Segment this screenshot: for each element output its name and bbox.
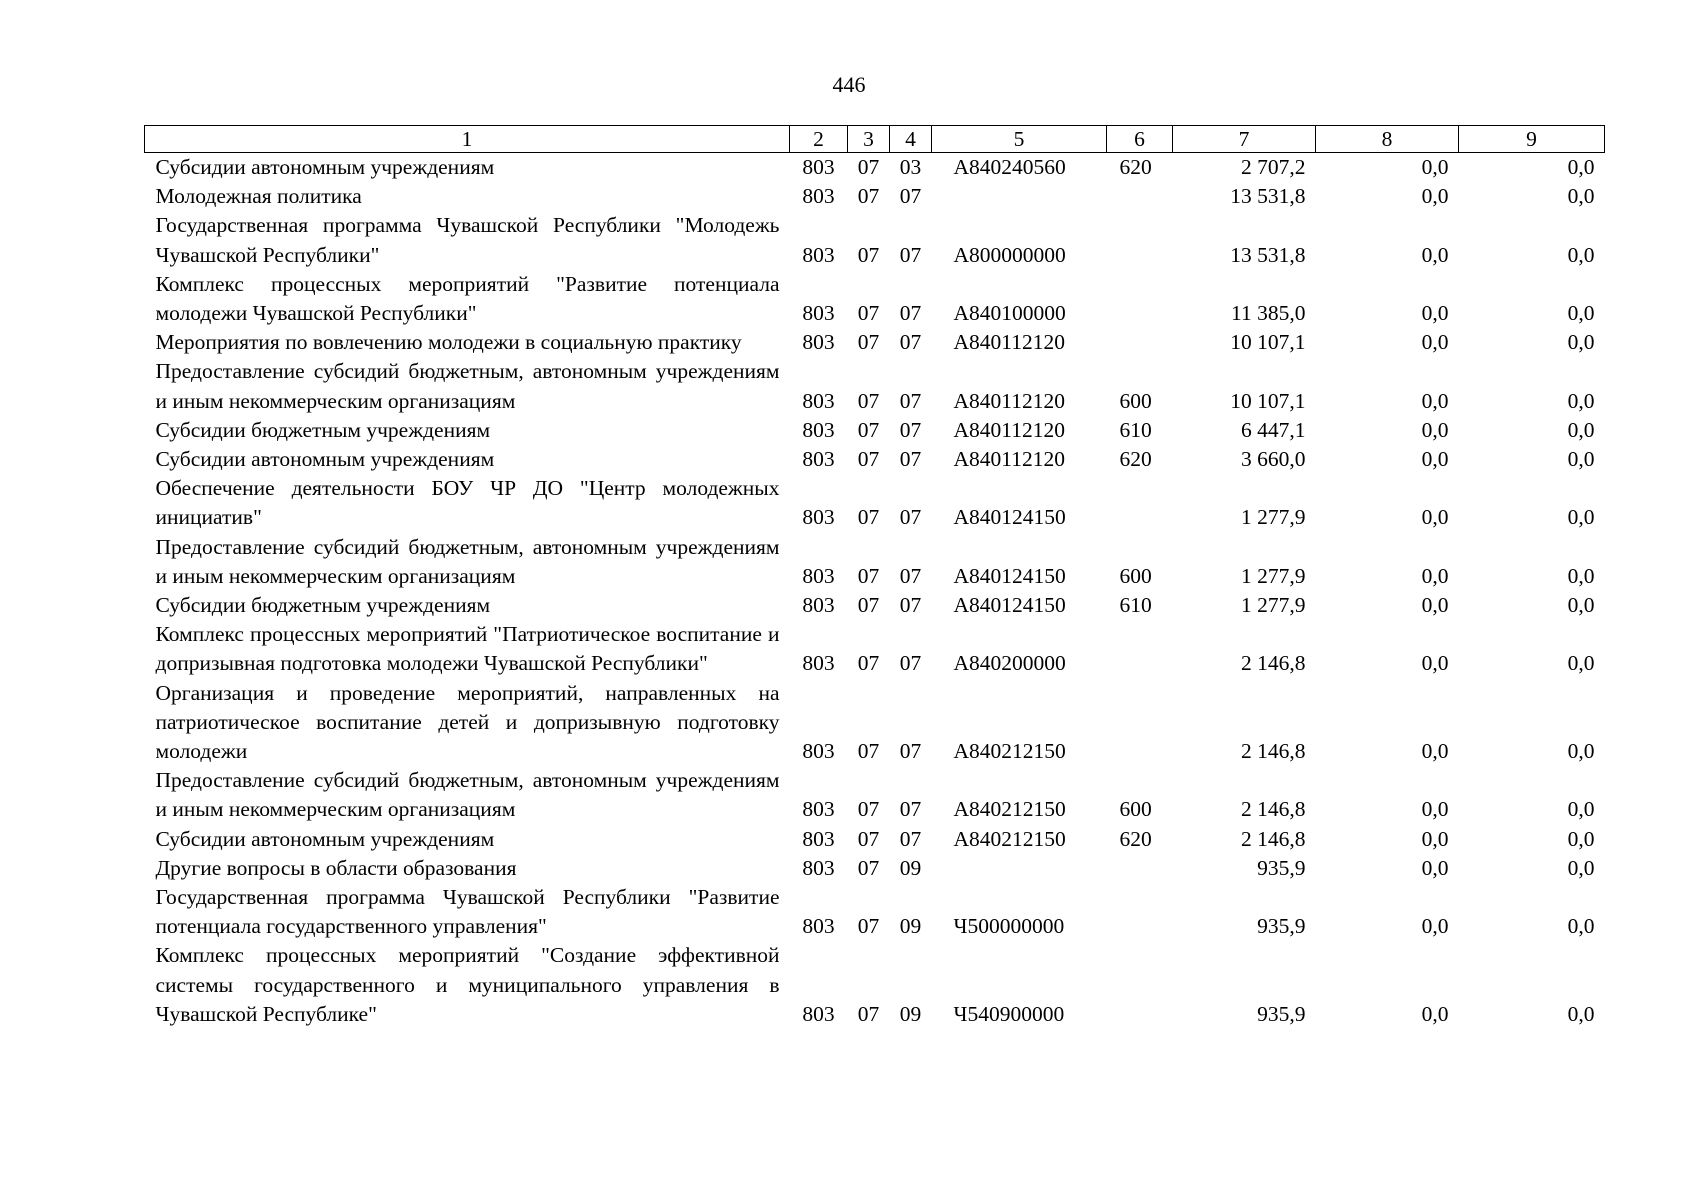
- section-code: 07: [857, 184, 880, 209]
- expense-type-code: [1107, 854, 1173, 883]
- target-article-code: А840200000: [953, 651, 1066, 676]
- amount-col-8: 0,0: [1421, 593, 1449, 618]
- target-article-code: [932, 854, 1107, 883]
- item-name: Комплекс процессных мероприятий "Создание эффективной системы государственного и муниципального управления в Чувашской Республике": [155, 943, 780, 1026]
- expense-type-code: 600: [1119, 563, 1152, 588]
- amount-col-9: 0,0: [1567, 388, 1595, 413]
- item-name: Государственная программа Чувашской Республики "Развитие потенциала государственного управления": [155, 885, 780, 939]
- page-number: 446: [832, 72, 866, 97]
- expense-type-code: 610: [1119, 593, 1152, 618]
- target-article-code: Ч500000000: [953, 914, 1065, 939]
- amount-col-7: 3 660,0: [1241, 447, 1306, 472]
- section-code: 07: [857, 388, 880, 413]
- item-name: Комплекс процессных мероприятий "Развитие потенциала молодежи Чувашской Республики": [155, 271, 780, 326]
- section-code: 07: [857, 417, 880, 442]
- amount-col-7: 2 146,8: [1241, 739, 1306, 764]
- subsection-code: 07: [899, 593, 922, 618]
- ministry-code: 803: [802, 330, 835, 355]
- ministry-code: 803: [802, 797, 835, 822]
- subsection-code: 09: [899, 855, 922, 880]
- subsection-code: 07: [899, 388, 922, 413]
- section-code: 07: [857, 914, 880, 939]
- section-code: 07: [857, 155, 880, 179]
- expense-type-code: 620: [1119, 155, 1152, 179]
- column-header: 4: [890, 126, 932, 153]
- ministry-code: 803: [802, 651, 835, 676]
- expense-type-code: 610: [1119, 417, 1152, 442]
- table-row: [145, 620, 1605, 678]
- amount-col-7: 935,9: [1257, 1001, 1306, 1026]
- amount-col-7: 2 146,8: [1241, 826, 1306, 851]
- table-body: [145, 153, 1605, 1030]
- item-name: Комплекс процессных мероприятий "Патриотическое воспитание и допризывная подготовка молодежи Чувашской Республики": [155, 622, 780, 676]
- amount-col-9: 0,0: [1567, 797, 1595, 822]
- ministry-code: 803: [802, 505, 835, 530]
- column-header: 8: [1316, 126, 1459, 153]
- amount-col-7: 2 146,8: [1241, 797, 1306, 822]
- expense-type-code: [1107, 211, 1173, 269]
- amount-col-7: 1 277,9: [1241, 593, 1306, 618]
- amount-col-8: 0,0: [1421, 855, 1449, 880]
- ministry-code: 803: [802, 184, 835, 209]
- target-article-code: А840124150: [953, 593, 1066, 618]
- section-code: 07: [857, 330, 880, 355]
- subsection-code: 07: [899, 330, 922, 355]
- subsection-code: 09: [899, 914, 922, 939]
- subsection-code: 07: [899, 505, 922, 530]
- table-row: [145, 211, 1605, 269]
- target-article-code: А840112120: [953, 447, 1065, 472]
- section-code: 07: [857, 242, 880, 267]
- amount-col-9: 0,0: [1567, 855, 1595, 880]
- section-code: 07: [857, 739, 880, 764]
- subsection-code: 07: [899, 301, 922, 326]
- subsection-code: 03: [899, 155, 922, 179]
- amount-col-7: 13 531,8: [1230, 184, 1306, 209]
- table-row: [145, 416, 1605, 445]
- item-name: Предоставление субсидий бюджетным, автономным учреждениям и иным некоммерческим организациям: [155, 768, 780, 822]
- amount-col-8: 0,0: [1421, 826, 1449, 851]
- section-code: 07: [857, 563, 880, 588]
- subsection-code: 07: [899, 739, 922, 764]
- expense-type-code: [1107, 620, 1173, 678]
- table-row: [145, 679, 1605, 767]
- column-header: 7: [1173, 126, 1316, 153]
- ministry-code: 803: [802, 155, 835, 179]
- amount-col-8: 0,0: [1421, 388, 1449, 413]
- amount-col-7: 1 277,9: [1241, 563, 1306, 588]
- expense-type-code: [1107, 328, 1173, 357]
- amount-col-7: 10 107,1: [1230, 388, 1306, 413]
- table-row: [145, 591, 1605, 620]
- ministry-code: 803: [802, 301, 835, 326]
- amount-col-8: 0,0: [1421, 155, 1449, 179]
- table-row: [145, 270, 1605, 328]
- amount-col-9: 0,0: [1567, 155, 1595, 179]
- amount-col-8: 0,0: [1421, 301, 1449, 326]
- amount-col-7: 11 385,0: [1231, 301, 1306, 326]
- section-code: 07: [857, 1001, 880, 1026]
- section-code: 07: [857, 505, 880, 530]
- item-name: Государственная программа Чувашской Республики "Молодежь Чувашской Республики": [155, 213, 780, 267]
- column-number-header-row: [145, 126, 1605, 153]
- amount-col-9: 0,0: [1567, 330, 1595, 355]
- table-row: [145, 474, 1605, 532]
- item-name: Другие вопросы в области образования: [155, 855, 517, 880]
- amount-col-9: 0,0: [1567, 563, 1595, 588]
- expense-type-code: 620: [1119, 447, 1152, 472]
- amount-col-9: 0,0: [1567, 739, 1595, 764]
- table-row: [145, 153, 1605, 183]
- ministry-code: 803: [802, 1001, 835, 1026]
- ministry-code: 803: [802, 563, 835, 588]
- item-name: Молодежная политика: [155, 184, 362, 209]
- table-row: [145, 941, 1605, 1029]
- amount-col-7: 1 277,9: [1241, 505, 1306, 530]
- amount-col-8: 0,0: [1421, 417, 1449, 442]
- amount-col-9: 0,0: [1567, 301, 1595, 326]
- ministry-code: 803: [802, 447, 835, 472]
- target-article-code: А840112120: [953, 388, 1065, 413]
- target-article-code: А840212150: [953, 826, 1066, 851]
- ministry-code: 803: [802, 739, 835, 764]
- target-article-code: А840240560: [953, 155, 1066, 179]
- target-article-code: А840124150: [953, 505, 1066, 530]
- amount-col-8: 0,0: [1421, 505, 1449, 530]
- amount-col-9: 0,0: [1567, 447, 1595, 472]
- target-article-code: А840112120: [953, 417, 1065, 442]
- target-article-code: А800000000: [953, 242, 1066, 267]
- target-article-code: А840124150: [953, 563, 1066, 588]
- target-article-code: А840212150: [953, 797, 1066, 822]
- subsection-code: 07: [899, 184, 922, 209]
- subsection-code: 07: [899, 242, 922, 267]
- target-article-code: А840112120: [953, 330, 1065, 355]
- ministry-code: 803: [802, 242, 835, 267]
- item-name: Субсидии бюджетным учреждениям: [155, 417, 491, 442]
- expense-type-code: [1107, 270, 1173, 328]
- subsection-code: 07: [899, 826, 922, 851]
- expense-type-code: [1107, 182, 1173, 211]
- amount-col-8: 0,0: [1421, 1001, 1449, 1026]
- amount-col-7: 6 447,1: [1241, 417, 1306, 442]
- amount-col-8: 0,0: [1421, 797, 1449, 822]
- item-name: Субсидии автономным учреждениям: [155, 826, 495, 851]
- subsection-code: 07: [899, 447, 922, 472]
- item-name: Субсидии автономным учреждениям: [155, 447, 495, 472]
- amount-col-9: 0,0: [1567, 651, 1595, 676]
- target-article-code: [932, 182, 1107, 211]
- target-article-code: А840212150: [953, 739, 1066, 764]
- item-name: Субсидии бюджетным учреждениям: [155, 593, 491, 618]
- item-name: Обеспечение деятельности БОУ ЧР ДО "Центр молодежных инициатив": [155, 476, 780, 530]
- section-code: 07: [857, 826, 880, 851]
- section-code: 07: [857, 593, 880, 618]
- section-code: 07: [857, 855, 880, 880]
- amount-col-9: 0,0: [1567, 505, 1595, 530]
- amount-col-8: 0,0: [1421, 914, 1449, 939]
- ministry-code: 803: [802, 914, 835, 939]
- column-header: 5: [932, 126, 1107, 153]
- amount-col-9: 0,0: [1567, 914, 1595, 939]
- expense-type-code: 620: [1119, 826, 1152, 851]
- table-row: [145, 533, 1605, 591]
- column-header: 3: [848, 126, 890, 153]
- column-header: 1: [145, 126, 790, 153]
- amount-col-7: 2 707,2: [1241, 155, 1306, 179]
- item-name: Мероприятия по вовлечению молодежи в социальную практику: [155, 330, 742, 355]
- section-code: 07: [857, 797, 880, 822]
- expense-type-code: 600: [1119, 388, 1152, 413]
- amount-col-8: 0,0: [1421, 739, 1449, 764]
- amount-col-9: 0,0: [1567, 593, 1595, 618]
- amount-col-9: 0,0: [1567, 826, 1595, 851]
- table-row: [145, 883, 1605, 941]
- column-header: 2: [790, 126, 848, 153]
- subsection-code: 09: [899, 1001, 922, 1026]
- target-article-code: Ч540900000: [953, 1001, 1065, 1026]
- item-name: Организация и проведение мероприятий, направленных на патриотическое воспитание детей и допризывную подготовку молодежи: [155, 680, 780, 764]
- amount-col-9: 0,0: [1567, 1001, 1595, 1026]
- amount-col-9: 0,0: [1567, 184, 1595, 209]
- item-name: Предоставление субсидий бюджетным, автономным учреждениям и иным некоммерческим организациям: [155, 359, 780, 413]
- column-header: 9: [1459, 126, 1605, 153]
- expense-type-code: [1107, 679, 1173, 767]
- amount-col-9: 0,0: [1567, 242, 1595, 267]
- amount-col-8: 0,0: [1421, 651, 1449, 676]
- table-row: [145, 825, 1605, 854]
- amount-col-7: 2 146,8: [1241, 651, 1306, 676]
- ministry-code: 803: [802, 826, 835, 851]
- amount-col-7: 935,9: [1257, 914, 1306, 939]
- column-header: 6: [1107, 126, 1173, 153]
- target-article-code: А840100000: [953, 301, 1066, 326]
- section-code: 07: [857, 651, 880, 676]
- subsection-code: 07: [899, 651, 922, 676]
- subsection-code: 07: [899, 797, 922, 822]
- table-row: [145, 766, 1605, 824]
- amount-col-7: 935,9: [1257, 855, 1306, 880]
- ministry-code: 803: [802, 417, 835, 442]
- table-row: [145, 328, 1605, 357]
- amount-col-7: 13 531,8: [1230, 242, 1306, 267]
- amount-col-7: 10 107,1: [1230, 330, 1306, 355]
- amount-col-8: 0,0: [1421, 330, 1449, 355]
- table-row: [145, 357, 1605, 415]
- section-code: 07: [857, 301, 880, 326]
- amount-col-8: 0,0: [1421, 563, 1449, 588]
- table-row: [145, 445, 1605, 474]
- amount-col-8: 0,0: [1421, 242, 1449, 267]
- expense-type-code: [1107, 883, 1173, 941]
- amount-col-9: 0,0: [1567, 417, 1595, 442]
- section-code: 07: [857, 447, 880, 472]
- subsection-code: 07: [899, 563, 922, 588]
- table-row: [145, 182, 1605, 211]
- budget-table: [144, 125, 1605, 1029]
- ministry-code: 803: [802, 388, 835, 413]
- expense-type-code: [1107, 474, 1173, 532]
- subsection-code: 07: [899, 417, 922, 442]
- expense-type-code: 600: [1119, 797, 1152, 822]
- expense-type-code: [1107, 941, 1173, 1029]
- item-name: Субсидии автономным учреждениям: [155, 155, 495, 179]
- ministry-code: 803: [802, 855, 835, 880]
- amount-col-8: 0,0: [1421, 184, 1449, 209]
- amount-col-8: 0,0: [1421, 447, 1449, 472]
- table-row: [145, 854, 1605, 883]
- ministry-code: 803: [802, 593, 835, 618]
- item-name: Предоставление субсидий бюджетным, автономным учреждениям и иным некоммерческим организациям: [155, 534, 780, 588]
